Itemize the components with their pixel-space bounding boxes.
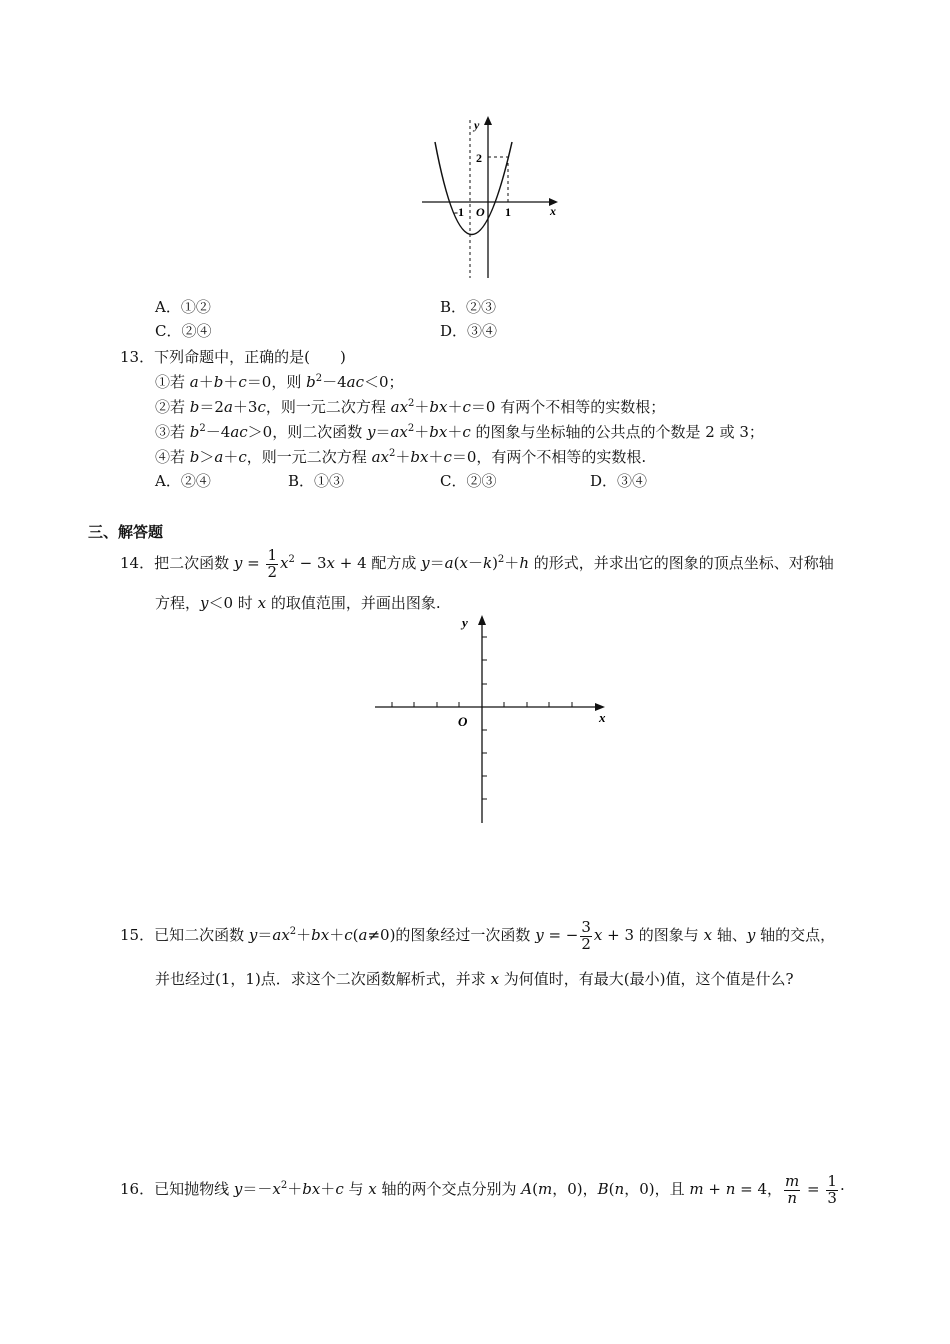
q16-mid2: 轴的两个交点分别为: [376, 1180, 522, 1198]
q15-l1a: 已知二次函数: [154, 926, 249, 944]
q12-option-c-text: ②④: [181, 322, 212, 340]
graph1-label-O: O: [476, 205, 485, 219]
q15-sup: 2: [289, 926, 297, 937]
s3-b: b: [189, 423, 200, 441]
s1-b2: b: [306, 373, 316, 391]
s2-eq: ＝2: [199, 398, 224, 416]
s2-c: c: [257, 398, 266, 416]
s2-txt: ，则一元二次方程: [265, 398, 391, 416]
s4-b: b: [189, 448, 200, 466]
q13-statement-2: [155, 396, 665, 417]
q14-l2c: 的取值范围，并画出图象.: [266, 594, 441, 612]
q14-frac-den: 2: [267, 562, 278, 581]
graph1-label-neg1: -1: [454, 205, 464, 219]
q14-k: k: [482, 554, 493, 572]
q16-x2: x: [368, 1180, 377, 1198]
q16-frac-num: m: [785, 1171, 800, 1190]
q12-option-d-text: ③④: [467, 322, 498, 340]
s2-a: a: [223, 398, 233, 416]
q14-fraction: [266, 545, 278, 581]
s3-tail: 的图象与坐标轴的公共点的个数是 2 或 3；: [470, 423, 764, 441]
q15-l2b: 为何值时，有最大(最小)值，这个值是什么?: [499, 970, 794, 988]
q15-y: y: [248, 926, 258, 944]
q13-option-a: A．②④: [155, 472, 211, 490]
s1-sup: 2: [315, 373, 323, 384]
s4-p1: ＋: [395, 448, 411, 466]
q16-m: m: [537, 1180, 553, 1198]
graph1-y-arrow-icon: [484, 116, 492, 125]
s2-sup: 2: [408, 398, 415, 409]
s3-c: c: [462, 423, 471, 441]
s3-gt: ＞0，则二次函数: [247, 423, 367, 441]
graph2-y-arrow-icon: [478, 615, 486, 625]
q15-y2: y: [535, 926, 544, 944]
q16-m2: m: [689, 1180, 704, 1198]
q13-stem: 13．下列命题中，正确的是( ): [120, 348, 346, 366]
q16-eq: ＝－: [242, 1180, 273, 1198]
q15-eq: ＝: [257, 926, 273, 944]
s4-ax: ax: [371, 448, 389, 466]
q15-x3: x: [490, 970, 500, 988]
s1-plus1: ＋: [198, 373, 214, 391]
q15-frac-den: 2: [581, 934, 591, 953]
q13-option-c: C．②③: [440, 472, 497, 490]
q14-h: h: [519, 554, 529, 572]
q16-n2: n: [725, 1180, 736, 1198]
graph1-label-1: 1: [505, 205, 511, 219]
q16-p1: ＋: [287, 1180, 303, 1198]
s4-plus: ＋: [223, 448, 239, 466]
s3-bx: bx: [429, 423, 448, 441]
q15-x2: x: [703, 926, 713, 944]
q15-y3: y: [746, 926, 756, 944]
s1-b: b: [213, 373, 224, 391]
q14-a: a: [444, 554, 454, 572]
q14-tail: 的形式，并求出它的图象的顶点坐标、对称轴: [528, 554, 834, 572]
q12-option-b-text: ②③: [466, 298, 497, 316]
q14-sup: 2: [288, 554, 295, 565]
q16-sup: 2: [280, 1180, 288, 1191]
q16-bn: (: [608, 1180, 615, 1198]
q12-option-c-key: C．: [155, 322, 182, 340]
q15-ax: ax: [272, 926, 290, 944]
q15-num: 15．: [120, 926, 155, 944]
q16-ac: ，0)，: [552, 1180, 598, 1198]
q16-frac2-num: 1: [827, 1171, 837, 1190]
q16-frac2-den: 3: [827, 1188, 837, 1207]
s3-p1: ＋: [414, 423, 430, 441]
q16-a1: 已知抛物线: [154, 1180, 234, 1198]
q16-p2: ＋: [320, 1180, 336, 1198]
graph1-x-label: x: [550, 204, 556, 218]
q16-y: y: [233, 1180, 243, 1198]
graph1-parabola-curve: [435, 142, 512, 235]
q16-end: ·: [839, 1180, 845, 1198]
section-3-title: 三、解答题: [88, 523, 164, 541]
s2-pre: ②若: [155, 398, 190, 416]
q13-option-b: B．①③: [288, 472, 345, 490]
s2-c2: c: [462, 398, 471, 416]
graph2-y-label: y: [462, 615, 468, 630]
q15-a: a: [358, 926, 368, 944]
s1-a: a: [189, 373, 199, 391]
graph1-y-label: y: [474, 118, 480, 132]
graph1-label-2: 2: [476, 151, 482, 165]
s3-minus: －4: [205, 423, 231, 441]
s1-tail: ＝0，则: [246, 373, 307, 391]
s2-tail: ＝0 有两个不相等的实数根；: [470, 398, 666, 416]
q16-eq3: =: [802, 1180, 825, 1198]
q16-eq2: = 4: [735, 1180, 768, 1198]
q16-mid: 与: [343, 1180, 369, 1198]
q16-n: n: [614, 1180, 625, 1198]
s4-a: a: [214, 448, 224, 466]
q15-rest: + 3 的图象与: [602, 926, 704, 944]
q14-l2a: 方程，: [155, 594, 201, 612]
q13-statement-3: [155, 421, 764, 442]
q15-frac-num: 3: [581, 917, 591, 936]
q14-l2b: ＜0 时: [208, 594, 258, 612]
s1-pre: ①若: [155, 373, 190, 391]
s3-eq: ＝: [375, 423, 391, 441]
s4-p2: ＋: [428, 448, 444, 466]
s3-sup2: 2: [407, 423, 415, 434]
q13-statement-1: [155, 371, 404, 392]
q16-line-1: [120, 1172, 845, 1206]
q16-c: c: [335, 1180, 344, 1198]
q14-frac-num: 1: [267, 545, 278, 564]
s4-tail: ＝0，有两个不相等的实数根.: [451, 448, 647, 466]
q15-mid: 轴、: [712, 926, 747, 944]
s3-p2: ＋: [447, 423, 463, 441]
s3-ax: ax: [390, 423, 408, 441]
q14-y3: y: [200, 594, 209, 612]
q14-line-1: [120, 546, 834, 580]
blank-axes-graph: [370, 610, 620, 830]
q12-option-a-key: A．: [155, 298, 181, 316]
q16-plus: +: [703, 1180, 726, 1198]
q14-close: ): [492, 554, 498, 572]
q16-A: A: [521, 1180, 533, 1198]
q16-am: (: [532, 1180, 538, 1198]
s1-tail2: －4: [322, 373, 347, 391]
s1-plus2: ＋: [223, 373, 239, 391]
q12-option-d-key: D．: [440, 322, 468, 340]
s1-ac: ac: [346, 373, 364, 391]
q16-bc: ，0)，且: [624, 1180, 690, 1198]
parabola-graph: [418, 112, 568, 282]
q14-y2: y: [421, 554, 430, 572]
q15-ne: ≠0)的图象经过一次函数: [367, 926, 536, 944]
s4-sup: 2: [388, 448, 396, 459]
q15-p1: ＋: [296, 926, 312, 944]
s2-p1: ＋: [414, 398, 430, 416]
q16-comma: ，: [767, 1180, 783, 1198]
q15-x: x: [593, 926, 603, 944]
q16-frac-den: n: [787, 1188, 797, 1207]
s2-plus: ＋3: [232, 398, 258, 416]
q15-line-2: [155, 968, 794, 989]
s4-c: c: [238, 448, 247, 466]
s3-y: y: [366, 423, 376, 441]
graph2-origin-label: O: [458, 714, 468, 729]
q16-x: x: [272, 1180, 281, 1198]
q15-l2a: 并也经过(1，1)点．求这个二次函数解析式，并求: [155, 970, 491, 988]
q15-eq2: = −: [543, 926, 579, 944]
s3-sup: 2: [199, 423, 206, 434]
graph2-x-label: x: [599, 710, 606, 725]
s1-tail3: ＜0；: [363, 373, 404, 391]
s2-ax: ax: [390, 398, 409, 416]
s4-txt: ，则一元二次方程: [246, 448, 372, 466]
q16-fraction-third: [826, 1171, 838, 1207]
s3-ac: ac: [230, 423, 248, 441]
s4-gt: ＞: [199, 448, 215, 466]
q15-tail: 轴的交点，: [755, 926, 836, 944]
q12-option-b: [440, 296, 496, 317]
q14-paren: (: [453, 554, 460, 572]
q14-eq: =: [242, 554, 265, 572]
q15-line-1: [120, 918, 835, 952]
q16-num: 16．: [120, 1180, 155, 1198]
s4-c2: c: [443, 448, 452, 466]
s4-pre: ④若: [155, 448, 190, 466]
q14-plus: ＋: [504, 554, 520, 572]
q12-option-a-text: ①②: [180, 298, 211, 316]
q15-bx: bx: [311, 926, 330, 944]
q13-option-d: D．③④: [590, 472, 648, 490]
s1-c: c: [238, 373, 247, 391]
q14-y: y: [233, 554, 243, 572]
q12-option-d: [440, 320, 497, 341]
q16-bx: bx: [302, 1180, 321, 1198]
q14-minus: －: [467, 554, 483, 572]
q14-l1a: 把二次函数: [154, 554, 234, 572]
s2-p2: ＋: [447, 398, 463, 416]
s4-bx: bx: [410, 448, 429, 466]
q14-rest2: + 4 配方成: [334, 554, 422, 572]
s2-b: b: [189, 398, 200, 416]
q14-x2: x: [326, 554, 335, 572]
q15-p3: (: [352, 926, 359, 944]
q15-fraction: [580, 917, 592, 953]
q14-eq2: ＝: [429, 554, 445, 572]
q12-option-a: [155, 296, 211, 317]
q12-option-b-key: B．: [440, 298, 467, 316]
q12-option-c: [155, 320, 212, 341]
q15-p2: ＋: [329, 926, 345, 944]
q13-statement-4: [155, 446, 646, 467]
q14-x3: x: [459, 554, 468, 572]
q14-rest: − 3: [294, 554, 327, 572]
q14-x4: x: [257, 594, 267, 612]
s2-bx: bx: [429, 398, 448, 416]
q14-x: x: [280, 554, 289, 572]
q16-fraction-mn: [784, 1171, 800, 1207]
q14-num: 14．: [120, 554, 155, 572]
q14-sup2: 2: [497, 554, 505, 565]
q15-c: c: [344, 926, 353, 944]
s3-pre: ③若: [155, 423, 190, 441]
q16-B: B: [597, 1180, 609, 1198]
